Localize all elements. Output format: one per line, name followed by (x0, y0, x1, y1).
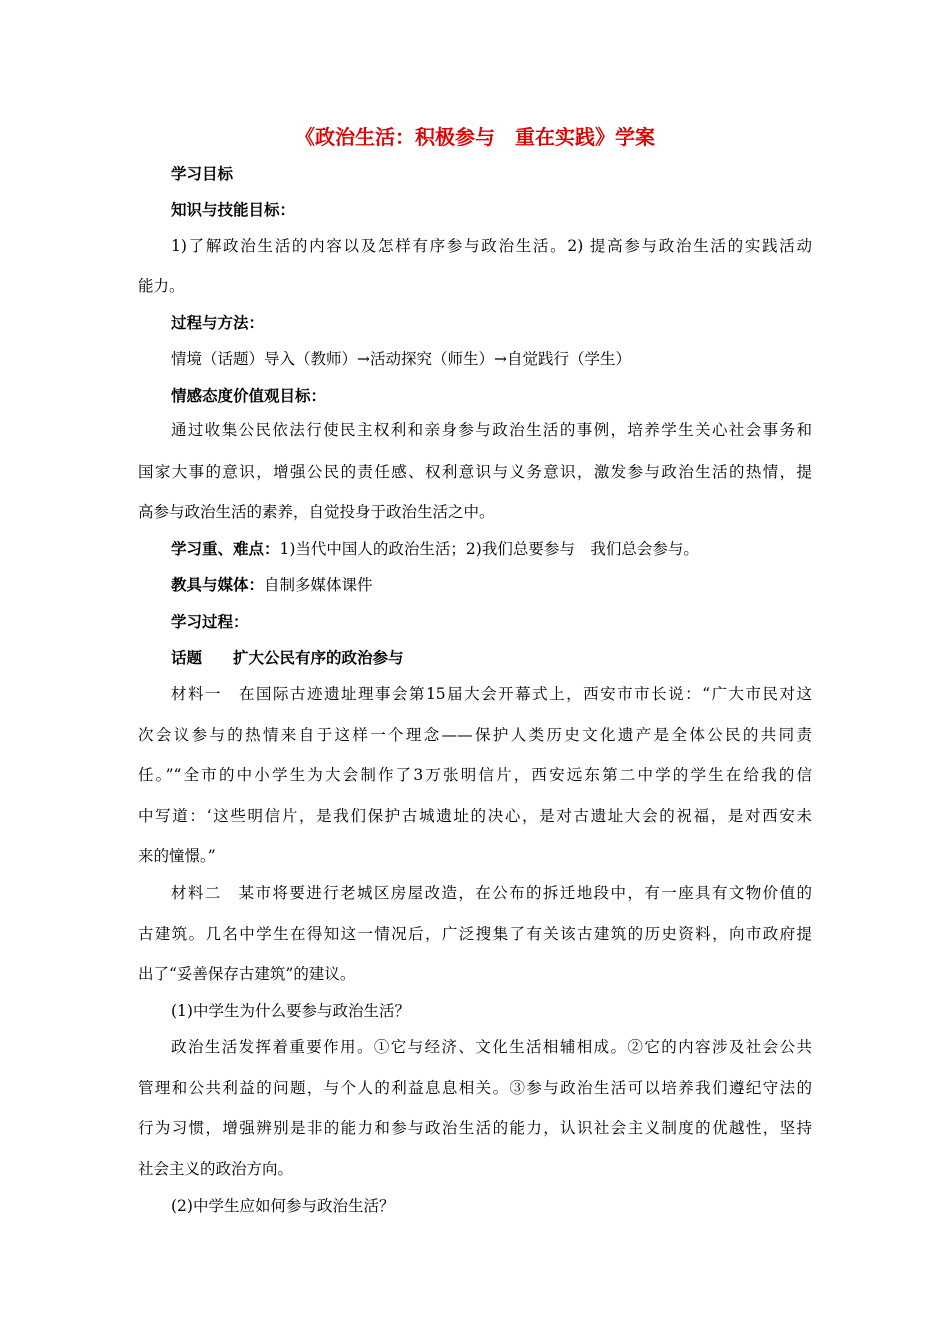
material-one-line: 来的憧憬。” (138, 847, 216, 865)
key-points-text: 1)当代中国人的政治生活；2)我们总要参与 我们总会参与。 (279, 540, 699, 558)
doc-title: 《政治生活：积极参与 重在实践》学案 (295, 125, 655, 149)
key-points-label: 学习重、难点： (171, 540, 280, 558)
tools-line (171, 575, 373, 595)
material-two-line: 材料二 某市将要进行老城区房屋改造，在公布的拆迁地段中，有一座具有文物价值的 (171, 884, 812, 902)
question-two: (2)中学生应如何参与政治生活？ (171, 1197, 395, 1215)
process-text: 情境（话题）导入（教师）→活动探究（师生）→自觉践行（学生） (171, 350, 631, 368)
material-one-line: 材料一 在国际古迹遗址理事会第15届大会开幕式上，西安市市长说：“广大市民对这 (171, 685, 812, 703)
attitude-line: 通过收集公民依法行使民主权利和亲身参与政治生活的事例，培养学生关心社会事务和 (171, 421, 812, 439)
tools-text: 自制多媒体课件 (264, 576, 373, 594)
answer-one-line: 社会主义的政治方向。 (138, 1160, 294, 1178)
knowledge-heading: 知识与技能目标： (171, 201, 296, 219)
material-two-line: 出了“妥善保存古建筑”的建议。 (138, 965, 356, 983)
learning-goals-heading: 学习目标 (171, 165, 234, 183)
material-one-line: 任。”“全市的中小学生为大会制作了3万张明信片，西安远东第二中学的学生在给我的信 (138, 766, 812, 784)
answer-one-line: 政治生活发挥着重要作用。①它与经济、文化生活相辅相成。②它的内容涉及社会公共 (171, 1038, 812, 1056)
question-one: (1)中学生为什么要参与政治生活？ (171, 1002, 410, 1020)
process-heading: 过程与方法： (171, 314, 265, 332)
answer-one-line: 行为习惯，增强辨别是非的能力和参与政治生活的能力，认识社会主义制度的优越性，坚持 (138, 1119, 812, 1137)
topic-heading: 话题 扩大公民有序的政治参与 (171, 649, 404, 667)
attitude-line: 国家大事的意识，增强公民的责任感、权利意识与义务意识，激发参与政治生活的热情，提 (138, 463, 812, 481)
answer-one-line: 管理和公共利益的问题，与个人的利益息息相关。③参与政治生活可以培养我们遵纪守法的 (138, 1079, 812, 1097)
attitude-heading: 情感态度价值观目标： (171, 387, 327, 405)
key-points-line (171, 539, 699, 559)
knowledge-line: 能力。 (138, 277, 185, 295)
material-two-line: 古建筑。几名中学生在得知这一情况后，广泛搜集了有关该古建筑的历史资料，向市政府提 (138, 925, 812, 943)
knowledge-line: 1)了解政治生活的内容以及怎样有序参与政治生活。2) 提高参与政治生活的实践活动 (171, 237, 812, 255)
attitude-line: 高参与政治生活的素养，自觉投身于政治生活之中。 (138, 503, 495, 521)
material-one-line: 中写道：‘这些明信片，是我们保护古城遗址的决心，是对古遗址大会的祝福，是对西安未 (138, 807, 812, 825)
material-one-line: 次会议参与的热情来自于这样一个理念——保护人类历史文化遗产是全体公民的共同责 (138, 726, 812, 744)
tools-label: 教具与媒体： (171, 576, 265, 594)
learning-process-heading: 学习过程： (171, 613, 249, 631)
